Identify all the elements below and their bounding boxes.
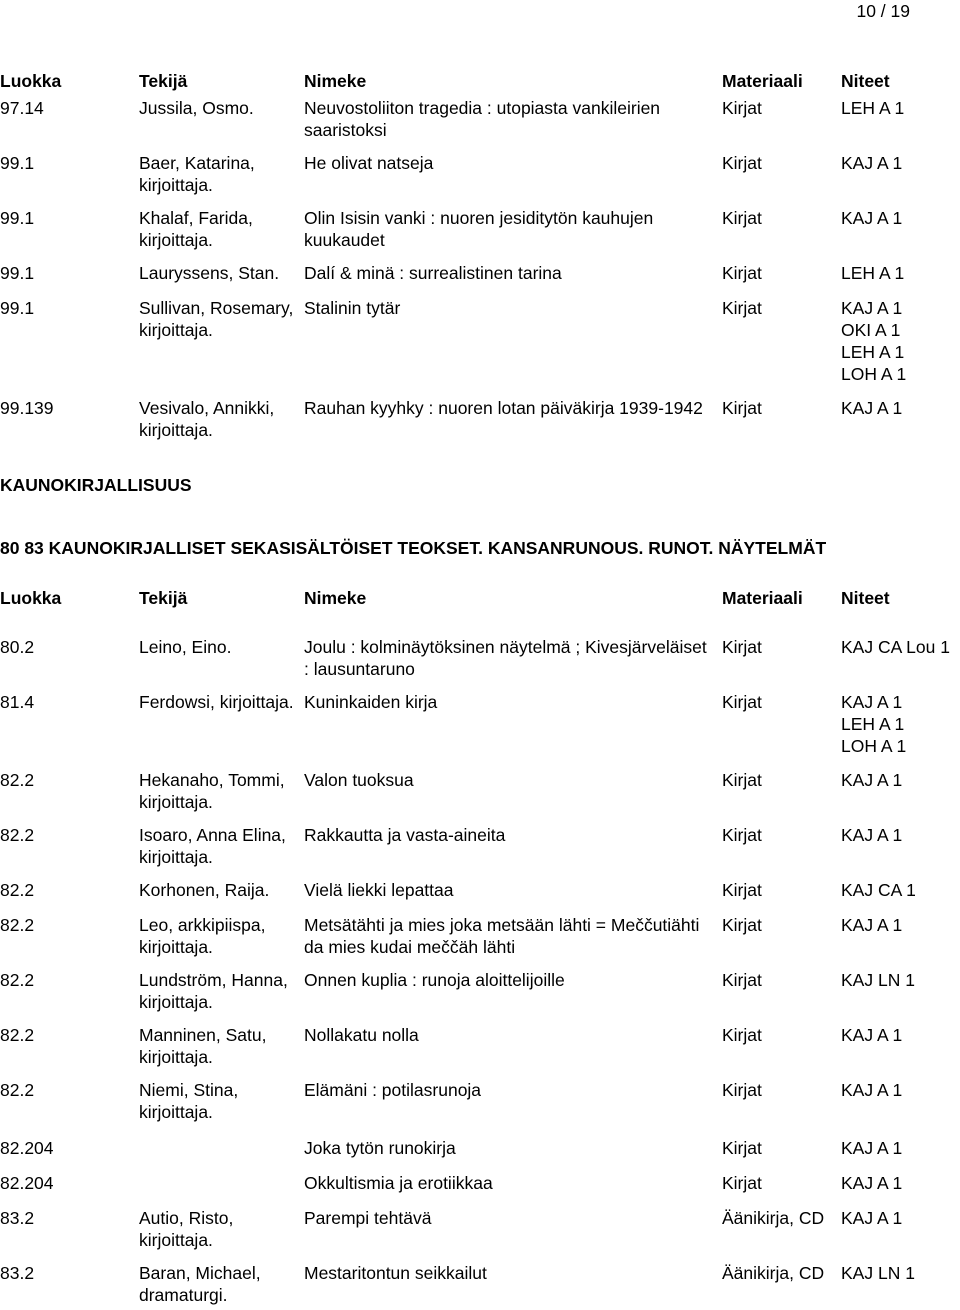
- copy-location: KAJ A 1: [841, 1025, 903, 1045]
- header-niteet: Niteet: [841, 71, 890, 91]
- cell-niteet: [841, 1024, 902, 1046]
- cell-niteet: [841, 691, 906, 757]
- cell-tekija: Vesivalo, Annikki, kirjoittaja.: [139, 398, 275, 440]
- cell-luokka: 82.2: [0, 915, 35, 935]
- subsection-title: 80 83 KAUNOKIRJALLISET SEKASISÄLTÖISET TEOKSET. KANSANRUNOUS. RUNOT. NÄYTELMÄT: [0, 538, 827, 558]
- cell-nimeke: Valon tuoksua: [304, 770, 414, 790]
- cell-luokka: 82.2: [0, 970, 35, 990]
- cell-luokka: 83.2: [0, 1263, 35, 1283]
- cell-luokka: 82.2: [0, 825, 35, 845]
- cell-nimeke: Kuninkaiden kirja: [304, 692, 438, 712]
- copy-location: LEH A 1: [841, 342, 905, 362]
- cell-nimeke: Joulu : kolminäytöksinen näytelmä ; Kivesjärveläiset : lausuntaruno: [304, 637, 707, 679]
- cell-nimeke: Dalí & minä : surrealistinen tarina: [304, 263, 562, 283]
- cell-niteet: [841, 636, 950, 658]
- copy-location: LOH A 1: [841, 364, 907, 384]
- section-title: KAUNOKIRJALLISUUS: [0, 475, 192, 495]
- header-materiaali: Materiaali: [722, 71, 803, 91]
- cell-materiaali: Kirjat: [722, 98, 762, 118]
- cell-materiaali: Kirjat: [722, 915, 762, 935]
- cell-materiaali: Kirjat: [722, 970, 762, 990]
- cell-niteet: [841, 1262, 915, 1284]
- copy-location: KAJ CA Lou 1: [841, 637, 950, 657]
- copy-location: OKI A 1: [841, 320, 901, 340]
- copy-location: KAJ A 1: [841, 915, 903, 935]
- cell-niteet: [841, 824, 902, 846]
- header-tekija: Tekijä: [139, 71, 188, 91]
- cell-materiaali: Kirjat: [722, 637, 762, 657]
- cell-niteet: [841, 1079, 902, 1101]
- cell-tekija: Niemi, Stina, kirjoittaja.: [139, 1080, 239, 1122]
- cell-niteet: [841, 1137, 902, 1159]
- cell-nimeke: Mestaritontun seikkailut: [304, 1263, 487, 1283]
- cell-nimeke: Parempi tehtävä: [304, 1208, 432, 1228]
- cell-nimeke: Rakkautta ja vasta-aineita: [304, 825, 506, 845]
- copy-location: LEH A 1: [841, 263, 905, 283]
- cell-niteet: [841, 1172, 902, 1194]
- copy-location: KAJ A 1: [841, 692, 903, 712]
- cell-nimeke: Metsätähti ja mies joka metsään lähti = Meččutiähti da mies kudai meččäh lähti: [304, 915, 700, 957]
- cell-nimeke: Okkultismia ja erotiikkaa: [304, 1173, 493, 1193]
- cell-luokka: 81.4: [0, 692, 35, 712]
- cell-luokka: 83.2: [0, 1208, 35, 1228]
- cell-luokka: 82.2: [0, 1025, 35, 1045]
- cell-niteet: [841, 97, 904, 119]
- cell-nimeke: Onnen kuplia : runoja aloittelijoille: [304, 970, 565, 990]
- cell-nimeke: Neuvostoliiton tragedia : utopiasta vankileirien saaristoksi: [304, 98, 661, 140]
- copy-location: KAJ A 1: [841, 1138, 903, 1158]
- header-niteet: Niteet: [841, 588, 890, 608]
- header-luokka: Luokka: [0, 588, 62, 608]
- copy-location: KAJ CA 1: [841, 880, 916, 900]
- cell-materiaali: Äänikirja, CD: [722, 1263, 825, 1283]
- copy-location: KAJ A 1: [841, 398, 903, 418]
- cell-materiaali: Kirjat: [722, 692, 762, 712]
- cell-tekija: Khalaf, Farida, kirjoittaja.: [139, 208, 253, 250]
- cell-nimeke: Vielä liekki lepattaa: [304, 880, 454, 900]
- cell-niteet: [841, 397, 902, 419]
- cell-materiaali: Kirjat: [722, 1138, 762, 1158]
- header-materiaali: Materiaali: [722, 588, 803, 608]
- cell-tekija: Korhonen, Raija.: [139, 880, 270, 900]
- cell-luokka: 99.1: [0, 153, 35, 173]
- copy-location: KAJ A 1: [841, 825, 903, 845]
- cell-niteet: [841, 262, 904, 284]
- copy-location: KAJ A 1: [841, 153, 903, 173]
- cell-tekija: Leo, arkkipiispa, kirjoittaja.: [139, 915, 266, 957]
- cell-niteet: [841, 297, 906, 385]
- cell-tekija: Manninen, Satu, kirjoittaja.: [139, 1025, 267, 1067]
- cell-luokka: 99.1: [0, 298, 35, 318]
- cell-luokka: 99.1: [0, 263, 35, 283]
- cell-tekija: Sullivan, Rosemary, kirjoittaja.: [139, 298, 294, 340]
- cell-tekija: Lundström, Hanna, kirjoittaja.: [139, 970, 288, 1012]
- header-nimeke: Nimeke: [304, 71, 367, 91]
- cell-materiaali: Kirjat: [722, 770, 762, 790]
- cell-nimeke: Elämäni : potilasrunoja: [304, 1080, 482, 1100]
- cell-nimeke: Rauhan kyyhky : nuoren lotan päiväkirja 1939-1942: [304, 398, 703, 418]
- cell-luokka: 82.2: [0, 1080, 35, 1100]
- cell-tekija: Isoaro, Anna Elina, kirjoittaja.: [139, 825, 286, 867]
- copy-location: KAJ A 1: [841, 1208, 903, 1228]
- cell-materiaali: Kirjat: [722, 263, 762, 283]
- copy-location: LOH A 1: [841, 736, 907, 756]
- copy-location: KAJ A 1: [841, 298, 903, 318]
- cell-materiaali: Äänikirja, CD: [722, 1208, 825, 1228]
- cell-materiaali: Kirjat: [722, 398, 762, 418]
- cell-materiaali: Kirjat: [722, 153, 762, 173]
- cell-tekija: Baer, Katarina, kirjoittaja.: [139, 153, 255, 195]
- cell-tekija: Leino, Eino.: [139, 637, 232, 657]
- cell-materiaali: Kirjat: [722, 825, 762, 845]
- cell-tekija: Lauryssens, Stan.: [139, 263, 280, 283]
- cell-materiaali: Kirjat: [722, 1080, 762, 1100]
- cell-nimeke: Olin Isisin vanki : nuoren jesiditytön kauhujen kuukaudet: [304, 208, 654, 250]
- copy-location: KAJ A 1: [841, 1080, 903, 1100]
- copy-location: KAJ LN 1: [841, 1263, 915, 1283]
- header-nimeke: Nimeke: [304, 588, 367, 608]
- cell-materiaali: Kirjat: [722, 880, 762, 900]
- copy-location: LEH A 1: [841, 714, 905, 734]
- cell-niteet: [841, 914, 902, 936]
- cell-niteet: [841, 207, 902, 229]
- cell-niteet: [841, 769, 902, 791]
- cell-tekija: Autio, Risto, kirjoittaja.: [139, 1208, 234, 1250]
- cell-tekija: Jussila, Osmo.: [139, 98, 254, 118]
- cell-materiaali: Kirjat: [722, 1025, 762, 1045]
- cell-tekija: Hekanaho, Tommi, kirjoittaja.: [139, 770, 285, 812]
- cell-luokka: 82.204: [0, 1173, 54, 1193]
- cell-nimeke: Joka tytön runokirja: [304, 1138, 456, 1158]
- cell-luokka: 80.2: [0, 637, 35, 657]
- copy-location: KAJ A 1: [841, 770, 903, 790]
- cell-luokka: 97.14: [0, 98, 44, 118]
- cell-materiaali: Kirjat: [722, 298, 762, 318]
- copy-location: KAJ LN 1: [841, 970, 915, 990]
- cell-luokka: 82.2: [0, 770, 35, 790]
- copy-location: KAJ A 1: [841, 1173, 903, 1193]
- cell-nimeke: He olivat natseja: [304, 153, 434, 173]
- cell-nimeke: Nollakatu nolla: [304, 1025, 419, 1045]
- cell-materiaali: Kirjat: [722, 1173, 762, 1193]
- cell-tekija: Baran, Michael, dramaturgi.: [139, 1263, 261, 1305]
- header-tekija: Tekijä: [139, 588, 188, 608]
- cell-niteet: [841, 152, 902, 174]
- copy-location: LEH A 1: [841, 98, 905, 118]
- cell-niteet: [841, 1207, 902, 1229]
- cell-luokka: 99.139: [0, 398, 54, 418]
- cell-tekija: Ferdowsi, kirjoittaja.: [139, 692, 294, 712]
- header-luokka: Luokka: [0, 71, 62, 91]
- cell-luokka: 82.204: [0, 1138, 54, 1158]
- cell-nimeke: Stalinin tytär: [304, 298, 401, 318]
- cell-luokka: 99.1: [0, 208, 35, 228]
- cell-niteet: [841, 969, 915, 991]
- cell-luokka: 82.2: [0, 880, 35, 900]
- page-number: 10 / 19: [856, 1, 910, 21]
- cell-materiaali: Kirjat: [722, 208, 762, 228]
- copy-location: KAJ A 1: [841, 208, 903, 228]
- cell-niteet: [841, 879, 916, 901]
